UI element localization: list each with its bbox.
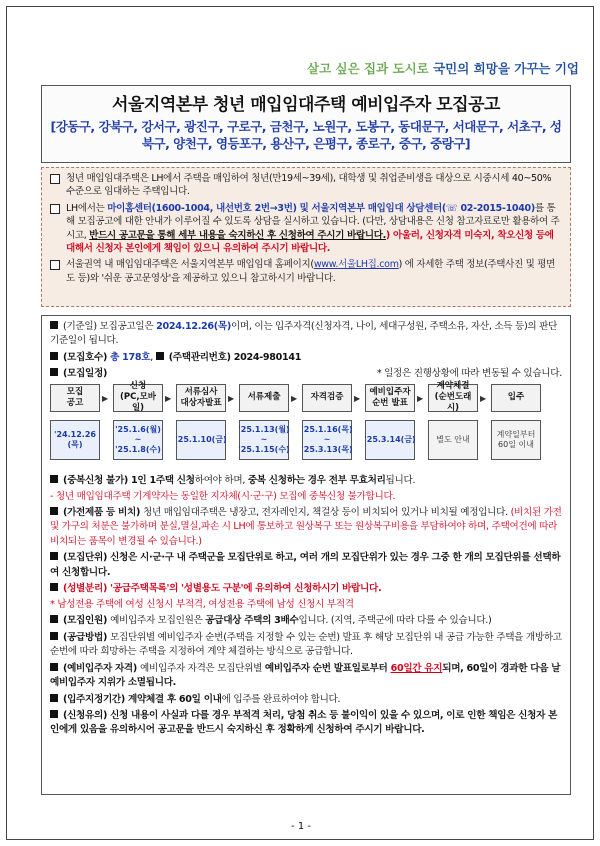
stage-title: 계약체결 (순번도래시)	[428, 384, 478, 412]
stage-date: '25.1.10(금)	[176, 420, 226, 460]
notice-item	[50, 172, 560, 199]
bullet-icon	[50, 710, 58, 718]
gender-item: (성별분리) '공급주택목록'의 '성별용도 구분'에 유의하여 신청하시기 바랍니다.	[50, 582, 562, 596]
slogan-green: 살고 싶은 집과 도시로	[307, 61, 429, 76]
bullet-icon	[50, 368, 58, 376]
recruit-count-item: (모집호수) 총 178호, (주택관리번호) 2024-980141	[50, 351, 562, 365]
arrow-right-icon: ▶	[291, 393, 298, 403]
arrow-right-icon: ▶	[354, 393, 361, 403]
bullet-icon	[50, 321, 58, 329]
stage-title: 모집 공고	[50, 384, 100, 412]
schedule-stage	[50, 384, 100, 460]
checkbox-icon	[50, 174, 60, 184]
stage-title: 서류제출	[239, 384, 289, 412]
notice-text: 청년 매입임대주택은 LH에서 주택을 매입하여 청년(만19세~39세), 대학생 및 취업준비생을 대상으로 시중시세 40~50% 수준으로 임대하는 주택입니다.	[66, 173, 552, 198]
stage-title: 입주	[491, 384, 541, 412]
stage-title: 예비입주자 순번 발표	[365, 384, 415, 412]
bullet-icon	[50, 632, 58, 640]
duplicate-item: (중복신청 불가) 1인 1주택 신청하여야 하며, 중복 신청하는 경우 전부 무효처리됩니다.	[50, 474, 562, 488]
page-number: - 1 -	[291, 821, 311, 832]
duplicate-note: - 청년 매입임대주택 기계약자는 동일한 지자체(시·군·구) 모집에 중복신청 불가합니다.	[50, 491, 396, 503]
people-item: (모집인원) 예비입주자 모집인원은 공급대상 주택의 3배수입니다. (지역, 주택군에 따라 다를 수 있습니다.)	[50, 614, 562, 628]
bullet-icon	[50, 663, 58, 671]
schedule-note: * 일정은 진행상황에 따라 변동될 수 있습니다.	[376, 368, 562, 380]
move-in-item: (입주지정기간) 계약체결 후 60일 이내에 입주를 완료하여야 합니다.	[50, 693, 562, 707]
arrow-right-icon: ▶	[480, 393, 487, 403]
arrow-right-icon: ▶	[228, 393, 235, 403]
schedule-stage	[176, 384, 226, 460]
stage-date: 별도 안내	[428, 420, 478, 460]
method-item: (공급방법) 모집단위별 예비입주자 순번(주택을 지정할 수 있는 순번) 발표 후 해당 모집단위 내 공급 가능한 주택을 개방하고 순번에 따라 희망하는 주택을 지정하여 계약 체결하는 방식으로 공급합니다.	[50, 631, 562, 658]
notice-box	[41, 167, 571, 307]
schedule-stage	[113, 381, 163, 460]
stage-date: '25.1.6(월) ~ '25.1.8(수)	[113, 420, 163, 460]
slogan	[307, 59, 579, 77]
bullet-icon	[50, 507, 58, 515]
schedule-stage	[239, 384, 289, 460]
schedule-item: (모집일정) * 일정은 진행상황에 따라 변동될 수 있습니다.	[50, 367, 562, 381]
title-box	[41, 85, 571, 163]
content-box	[41, 315, 571, 795]
page-title: 서울지역본부 청년 매입임대주택 예비입주자 모집공고	[112, 95, 500, 115]
schedule-stage	[428, 381, 478, 460]
bullet-icon	[50, 352, 58, 360]
unit-item: (모집단위) 신청은 시·군·구 내 주택군을 모집단위로 하고, 여러 개의 모집단위가 있는 경우 그중 한 개의 모집단위를 선택하여 신청합니다.	[50, 552, 561, 578]
stage-title: 자격검증	[302, 384, 352, 412]
notice-item	[50, 202, 560, 256]
slogan-blue: 국민의 희망을 가꾸는 기업	[433, 61, 579, 76]
document-page	[6, 6, 594, 840]
stage-date: '24.12.26 (목)	[50, 420, 100, 460]
arrow-right-icon: ▶	[165, 393, 172, 403]
arrow-right-icon: ▶	[417, 393, 424, 403]
schedule-stage	[302, 384, 352, 460]
bullet-icon	[156, 352, 164, 360]
stage-title: 서류심사 대상자발표	[176, 384, 226, 412]
bullet-icon	[50, 475, 58, 483]
notice-item	[50, 258, 560, 285]
bullet-icon	[50, 615, 58, 623]
schedule-stage	[365, 384, 415, 460]
gender-note: * 남성전용 주택에 여성 신청시 부적격, 여성전용 주택에 남성 신청시 부적격	[50, 599, 354, 611]
district-list: [강동구, 강북구, 강서구, 광진구, 구로구, 금천구, 노원구, 도봉구, 동대문구, 서대문구, 서초구, 성북구, 양천구, 영등포구, 용산구, 은평구, 종로구, 중구, 중랑구]	[50, 119, 562, 151]
stage-date: '25.3.14(금)	[365, 420, 415, 460]
schedule-stage	[491, 384, 541, 460]
checkbox-icon	[50, 260, 60, 270]
stage-title: 신청 (PC,모바일)	[113, 384, 163, 412]
bullet-icon	[50, 583, 58, 591]
arrow-right-icon: ▶	[102, 393, 109, 403]
base-date-item: (기준일) 모집공고일은 2024.12.26(목)이며, 이는 입주자격(신청자격, 나이, 세대구성원, 주택소유, 자산, 소득 등)의 판단기준일이 됩니다.	[50, 321, 558, 347]
notice-text: 서울권역 내 매입임대주택은 서울지역본부 매입임대 홈페이지(www.서울LH집.com) 에 자세한 주택 정보(주택사진 및 평면도 등)와 '쉬운 공고문영상'을 제공하고 있으니 참고하시기 바랍니다.	[66, 259, 555, 284]
stage-date: '25.1.16(목) ~ '25.3.13(목)	[302, 420, 352, 460]
appliance-item: (가전제품 등 비치) 청년 매입임대주택은 냉장고, 전자레인지, 책걸상 등이 비치되어 있거나 비치될 예정입니다. (비치된 가전 및 가구의 처분은 불가하며 분실,멸실,파손 시 LH에 통보하고 원상복구 또는 원상복구비용을 부담하여야 하며, 주택여건에 따라 비치되는 품목이 변경될 수 있습니다.)	[50, 507, 562, 547]
schedule-flow	[50, 381, 562, 470]
homepage-link[interactable]: www.서울LH집.com	[313, 259, 399, 271]
bullet-icon	[50, 552, 58, 560]
notice-text: LH에서는 마이홈센터(1600-1004, 내선번호 2번→3번) 및 서울지역본부 매입임대 상담센터(☏ 02-2015-1040)를 통해 모집공고에 대한 안내가 이루어질 수 있도록 상담을 실시하고 있습니다. (다만, 상담내용은 신청 참고자료로만 활용하여 주시고, 반드시 공고문을 통해 세부 내용을 숙지하신 후 신청하여 주시기 바랍니다.) 아울러, 신청자격 미숙지, 착오신청 등에 대해서 신청자 본인에게 책임이 있으니 유의하여 주시기 바랍니다.	[66, 202, 560, 255]
qualification-item: (예비입주자 자격) 예비입주자 자격은 모집단위별 예비입주자 순번 발표일로부터 60일간 유지되며, 60일이 경과한 다음 날 예비입주자 지위가 소멸됩니다.	[50, 662, 561, 689]
stage-date: '25.1.13(월) ~ '25.1.15(수)	[239, 420, 289, 460]
checkbox-icon	[50, 204, 60, 214]
bullet-icon	[50, 694, 58, 702]
warning-item: (신청유의) 신청 내용이 사실과 다를 경우 부적격 처리, 당첨 취소 등 불이익이 있을 수 있으며, 이로 인한 책임은 신청자 본인에게 있음을 유의하시어 공고문을 반드시 숙지하신 후 정확하게 신청하여 주시기 바랍니다.	[50, 709, 558, 736]
stage-date: 계약일부터 60일 이내	[491, 420, 541, 460]
